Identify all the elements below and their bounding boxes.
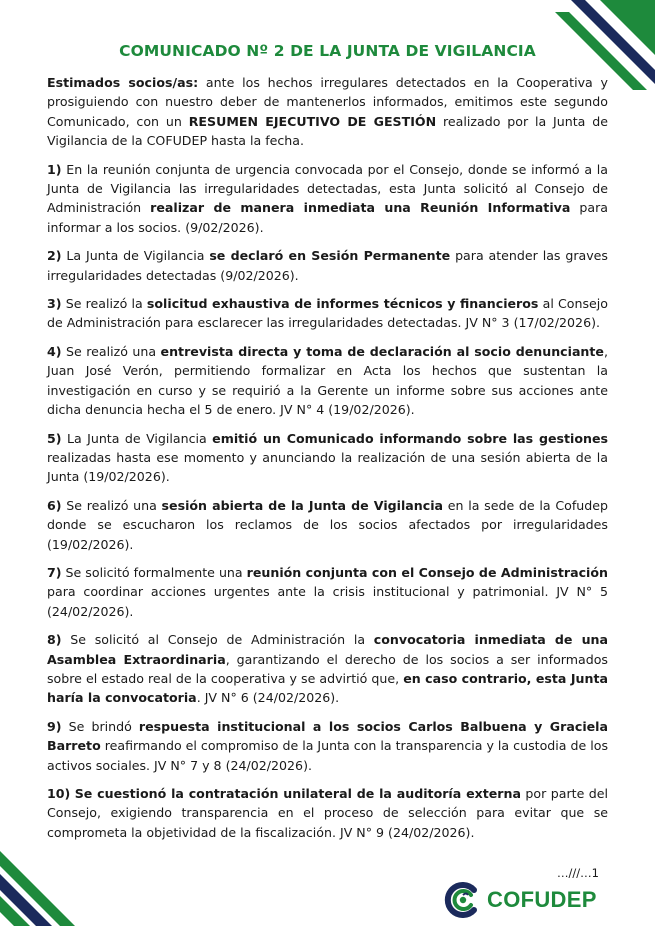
list-item: 2) La Junta de Vigilancia se declaró en Sesión Permanente para atender las graves irregularidades detectadas (9/02/2026).: [47, 248, 608, 283]
list-item: 6) Se realizó una sesión abierta de la Junta de Vigilancia en la sede de la Cofudep donde se escucharon los reclamos de los socios afectados por irregularidades (19/02/2026).: [47, 497, 608, 552]
list-item: 3) Se realizó la solicitud exhaustiva de informes técnicos y financieros al Consejo de Administración para esclarecer las irregularidades detectadas. JV N° 3 (17/02/2026).: [47, 296, 608, 331]
logo-wordmark: COFUDEP: [487, 887, 597, 912]
list-item: 1) En la reunión conjunta de urgencia convocada por el Consejo, donde se informó a la Junta de Vigilancia las irregularidades detectadas, esta Junta solicitó al Consejo de Administración realizar de manera inmediata una Reunión Informativa para informar a los socios. (9/02/2026).: [47, 161, 608, 235]
intro-paragraph: Estimados socios/as: ante los hechos irregulares detectados en la Cooperativa y prosiguiendo con nuestro deber de mantenerlos informados, emitimos este segundo Comunicado, con un RESUMEN EJECUTIVO DE GESTIÓN realizado por la Junta de Vigilancia de la COFUDEP hasta la fecha.: [47, 75, 609, 149]
salutation: Estimados socios/as:: [47, 75, 199, 90]
page-title: COMUNICADO Nº 2 DE LA JUNTA DE VIGILANCIA: [119, 42, 536, 60]
page-number: …///…1: [557, 866, 599, 880]
list-item: 9) Se brindó respuesta institucional a los socios Carlos Balbuena y Graciela Barreto reafirmando el compromiso de la Junta con la transparencia y la custodia de los activos sociales. JV N° 7 y 8 (24/02/2026).: [47, 718, 608, 773]
list-item: 8) Se solicitó al Consejo de Administración la convocatoria inmediata de una Asamblea Extraordinaria, garantizando el derecho de los socios a ser informados sobre el estado real de la cooperativa y se advirtió que, en caso contrario, esta Junta haría la convocatoria. JV N° 6 (24/02/2026).: [47, 632, 609, 706]
list-item: 10) Se cuestionó la contratación unilateral de la auditoría externa por parte del Consejo, exigiendo transparencia en el proceso de selección para evitar que se comprometa la objetividad de la fiscalización. JV N° 9 (24/02/2026).: [47, 786, 609, 840]
cofudep-logo: [444, 882, 597, 918]
list-item: 7) Se solicitó formalmente una reunión conjunta con el Consejo de Administración para coordinar acciones urgentes ante la crisis institucional y patrimonial. JV N° 5 (24/02/2026).: [47, 564, 608, 619]
document-body: [47, 73, 608, 851]
cofudep-logo-icon: [444, 882, 484, 918]
list-item: 4) Se realizó una entrevista directa y toma de declaración al socio denunciante, Juan José Verón, permitiendo formalizar en Acta los hechos que sustentan la investigación en curso y se requirió a la Gerente un informe sobre sus acciones ante dicha denuncia hecha el 5 de enero. JV N° 4 (19/02/2026).: [47, 343, 608, 418]
list-item: 5) La Junta de Vigilancia emitió un Comunicado informando sobre las gestiones realizadas hasta ese momento y anunciando la realización de una sesión abierta de la Junta (19/02/2026).: [47, 430, 608, 485]
corner-stripes-decoration: [0, 846, 95, 926]
